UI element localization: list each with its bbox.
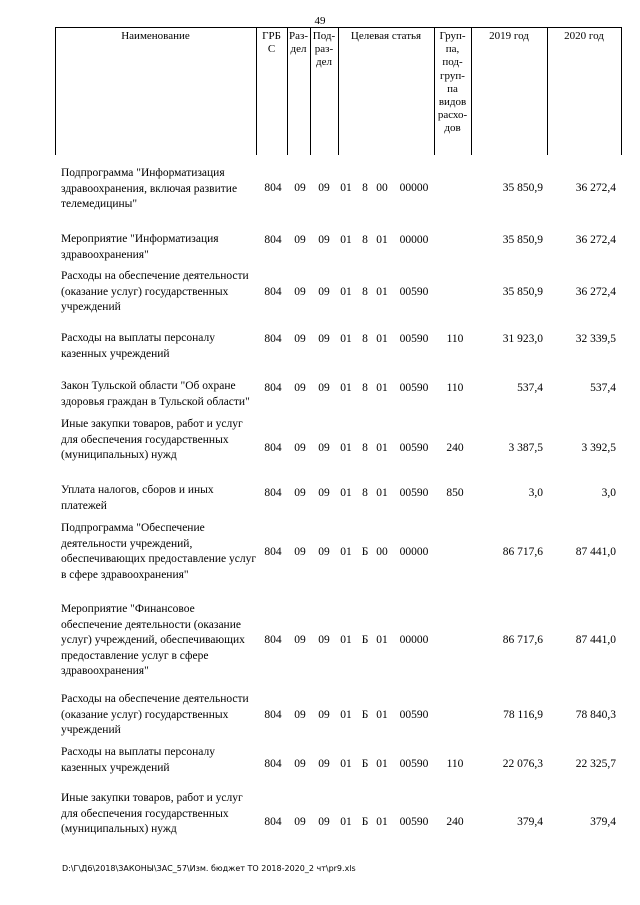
cell-target-direction: 00000 [399, 634, 429, 646]
cell-grbs: 804 [264, 816, 282, 828]
cell-name: Мероприятие "Финансовое обеспечение деятельности (оказание услуг) учреждений, обеспечивающих предоставление услуг в сфере здравоохранения" [61, 603, 245, 677]
cell-target-direction: 00590 [399, 758, 429, 770]
cell-target-direction: 00590 [399, 286, 429, 298]
cell-podrazdel: 09 [318, 634, 330, 646]
cell-podrazdel: 09 [318, 709, 330, 721]
cell-razdel: 09 [294, 816, 306, 828]
cell-target-direction: 00590 [399, 816, 429, 828]
cell-target-subprogram: Б [361, 634, 369, 646]
cell-podrazdel: 09 [318, 758, 330, 770]
row-values [0, 545, 640, 559]
header-divider [471, 27, 472, 155]
cell-name: Расходы на выплаты персоналу казенных учреждений [61, 746, 215, 774]
cell-podrazdel: 09 [318, 286, 330, 298]
cell-amount-2020: 537,4 [590, 382, 616, 394]
row-values [0, 381, 640, 395]
cell-amount-2020: 3 392,5 [581, 442, 616, 454]
header-podrazdel: Под- раз- дел [312, 30, 336, 69]
cell-expense-group: 110 [446, 758, 464, 770]
cell-grbs: 804 [264, 709, 282, 721]
cell-expense-group: 110 [446, 382, 464, 394]
cell-target-event: 01 [376, 382, 388, 394]
cell-expense-group: 240 [446, 442, 464, 454]
header-divider [55, 27, 56, 155]
cell-amount-2019: 35 850,9 [502, 182, 543, 194]
cell-target-subprogram: 8 [362, 286, 368, 298]
cell-target-program: 01 [340, 758, 352, 770]
cell-target-direction: 00000 [399, 182, 429, 194]
cell-expense-group: 850 [446, 487, 464, 499]
cell-expense-group: 110 [446, 333, 464, 345]
cell-name: Подпрограмма "Обеспечение деятельности учреждений, обеспечивающих предоставление услуг в сфере здравоохранения" [61, 522, 257, 581]
header-expense-group: Груп- па, под- груп- па видов расхо- дов [437, 30, 468, 135]
row-values [0, 441, 640, 455]
row-values [0, 233, 640, 247]
cell-amount-2020: 32 339,5 [575, 333, 616, 345]
cell-target-direction: 00000 [399, 546, 429, 558]
cell-target-program: 01 [340, 333, 352, 345]
cell-target-subprogram: 8 [362, 487, 368, 499]
cell-target-event: 01 [376, 442, 388, 454]
cell-amount-2019: 537,4 [517, 382, 543, 394]
cell-target-program: 01 [340, 182, 352, 194]
cell-amount-2019: 35 850,9 [502, 234, 543, 246]
cell-target-subprogram: 8 [362, 333, 368, 345]
cell-name: Расходы на выплаты персоналу казенных учреждений [61, 332, 215, 360]
cell-amount-2019: 78 116,9 [503, 709, 543, 721]
cell-razdel: 09 [294, 634, 306, 646]
table-header [55, 27, 621, 155]
cell-amount-2019: 35 850,9 [502, 286, 543, 298]
cell-podrazdel: 09 [318, 816, 330, 828]
cell-target-event: 01 [376, 816, 388, 828]
cell-target-program: 01 [340, 487, 352, 499]
cell-grbs: 804 [264, 286, 282, 298]
header-razdel: Раз- дел [288, 30, 308, 56]
cell-target-program: 01 [340, 634, 352, 646]
cell-target-program: 01 [340, 234, 352, 246]
header-divider [621, 27, 622, 155]
cell-target-event: 01 [376, 487, 388, 499]
header-2020: 2020 год [564, 30, 604, 42]
cell-razdel: 09 [294, 709, 306, 721]
cell-podrazdel: 09 [318, 382, 330, 394]
cell-grbs: 804 [264, 487, 282, 499]
page-number: 49 [314, 15, 326, 27]
cell-amount-2019: 22 076,3 [502, 758, 543, 770]
row-values [0, 486, 640, 500]
cell-amount-2020: 379,4 [590, 816, 616, 828]
cell-razdel: 09 [294, 234, 306, 246]
header-divider [547, 27, 548, 155]
cell-amount-2019: 31 923,0 [502, 333, 543, 345]
cell-target-event: 01 [376, 234, 388, 246]
cell-name: Подпрограмма "Информатизация здравоохранения, включая развитие телемедицины" [61, 167, 238, 210]
row-values [0, 181, 640, 195]
cell-target-direction: 00000 [399, 234, 429, 246]
cell-amount-2019: 86 717,6 [502, 634, 543, 646]
cell-target-direction: 00590 [399, 487, 429, 499]
cell-target-direction: 00590 [399, 333, 429, 345]
cell-target-program: 01 [340, 546, 352, 558]
cell-amount-2020: 36 272,4 [575, 234, 616, 246]
cell-target-program: 01 [340, 816, 352, 828]
cell-podrazdel: 09 [318, 234, 330, 246]
cell-razdel: 09 [294, 333, 306, 345]
cell-podrazdel: 09 [318, 182, 330, 194]
cell-name: Иные закупки товаров, работ и услуг для обеспечения государственных (муниципальных) нужд [61, 418, 243, 461]
cell-grbs: 804 [264, 182, 282, 194]
cell-grbs: 804 [264, 546, 282, 558]
cell-amount-2020: 78 840,3 [575, 709, 616, 721]
header-2019: 2019 год [489, 30, 529, 42]
cell-name: Мероприятие "Информатизация здравоохранения" [61, 233, 219, 261]
row-values [0, 815, 640, 829]
cell-target-program: 01 [340, 286, 352, 298]
cell-target-direction: 00590 [399, 442, 429, 454]
cell-name: Расходы на обеспечение деятельности (оказание услуг) государственных учреждений [61, 270, 249, 313]
cell-target-event: 01 [376, 709, 388, 721]
row-values [0, 633, 640, 647]
cell-target-event: 01 [376, 286, 388, 298]
cell-grbs: 804 [264, 382, 282, 394]
cell-amount-2019: 3 387,5 [508, 442, 543, 454]
cell-razdel: 09 [294, 382, 306, 394]
cell-grbs: 804 [264, 442, 282, 454]
row-values [0, 285, 640, 299]
cell-amount-2020: 22 325,7 [575, 758, 616, 770]
header-target-article: Целевая статья [350, 30, 422, 42]
row-values [0, 708, 640, 722]
cell-amount-2020: 87 441,0 [575, 546, 616, 558]
cell-podrazdel: 09 [318, 487, 330, 499]
cell-target-direction: 00590 [399, 709, 429, 721]
cell-amount-2020: 36 272,4 [575, 286, 616, 298]
cell-target-subprogram: 8 [362, 382, 368, 394]
cell-amount-2020: 36 272,4 [575, 182, 616, 194]
cell-name: Уплата налогов, сборов и иных платежей [61, 484, 214, 512]
cell-podrazdel: 09 [318, 546, 330, 558]
cell-razdel: 09 [294, 758, 306, 770]
cell-target-event: 01 [376, 333, 388, 345]
cell-target-direction: 00590 [399, 382, 429, 394]
cell-target-subprogram: Б [361, 709, 369, 721]
cell-name: Расходы на обеспечение деятельности (оказание услуг) государственных учреждений [61, 693, 249, 736]
cell-name: Закон Тульской области "Об охране здоровья граждан в Тульской области" [61, 380, 250, 408]
cell-razdel: 09 [294, 487, 306, 499]
cell-target-event: 01 [376, 634, 388, 646]
cell-target-subprogram: 8 [362, 234, 368, 246]
cell-razdel: 09 [294, 442, 306, 454]
cell-target-program: 01 [340, 382, 352, 394]
cell-grbs: 804 [264, 634, 282, 646]
cell-expense-group: 240 [446, 816, 464, 828]
cell-target-program: 01 [340, 442, 352, 454]
cell-grbs: 804 [264, 758, 282, 770]
cell-podrazdel: 09 [318, 333, 330, 345]
cell-target-subprogram: Б [361, 546, 369, 558]
header-name: Наименование [121, 30, 190, 42]
cell-razdel: 09 [294, 182, 306, 194]
row-values [0, 757, 640, 771]
cell-amount-2020: 87 441,0 [575, 634, 616, 646]
cell-amount-2019: 379,4 [517, 816, 543, 828]
cell-target-subprogram: Б [361, 816, 369, 828]
cell-target-event: 00 [376, 182, 388, 194]
cell-razdel: 09 [294, 286, 306, 298]
cell-grbs: 804 [264, 234, 282, 246]
cell-target-event: 01 [376, 758, 388, 770]
cell-razdel: 09 [294, 546, 306, 558]
cell-amount-2019: 86 717,6 [502, 546, 543, 558]
cell-target-event: 00 [376, 546, 388, 558]
cell-target-subprogram: 8 [362, 442, 368, 454]
cell-target-subprogram: Б [361, 758, 369, 770]
file-path-footer: D:\Г\Д6\2018\ЗАКОНЫ\ЗАС_57\Изм. бюджет ТО 2018-2020_2 чт\pr9.xls [62, 864, 356, 873]
header-grbs: ГРБ С [262, 30, 281, 56]
cell-podrazdel: 09 [318, 442, 330, 454]
cell-target-subprogram: 8 [362, 182, 368, 194]
cell-grbs: 804 [264, 333, 282, 345]
cell-amount-2019: 3,0 [528, 487, 543, 499]
cell-target-program: 01 [340, 709, 352, 721]
cell-name: Иные закупки товаров, работ и услуг для обеспечения государственных (муниципальных) нужд [61, 792, 243, 835]
cell-amount-2020: 3,0 [601, 487, 616, 499]
header-divider [338, 27, 339, 155]
row-values [0, 332, 640, 346]
